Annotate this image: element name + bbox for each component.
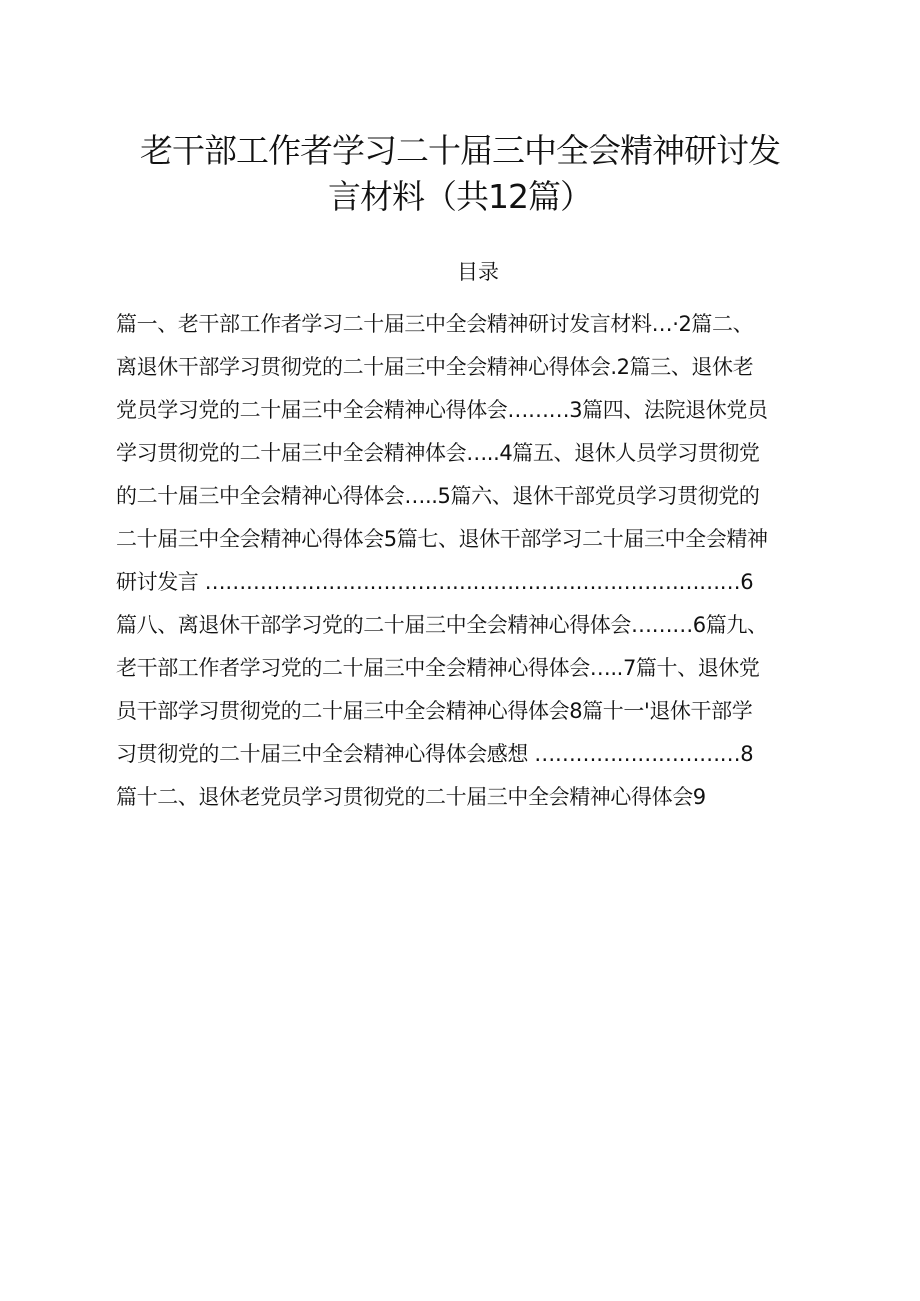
- toc-line: 篇八、离退休干部学习党的二十届三中全会精神心得体会………6篇九、: [116, 613, 768, 637]
- toc-line: 党员学习党的二十届三中全会精神心得体会………3篇四、法院退休党员: [116, 398, 768, 422]
- document-title-line-1: 老干部工作者学习二十届三中全会精神研讨发: [140, 131, 780, 170]
- toc-line: 篇十二、退休老党员学习贯彻党的二十届三中全会精神心得体会9: [116, 785, 706, 809]
- toc-line: 二十届三中全会精神心得体会5篇七、退休干部学习二十届三中全会精神: [116, 527, 768, 551]
- toc-line: 习贯彻党的二十届三中全会精神心得体会感想 …………………………8: [116, 742, 754, 766]
- toc-line: 员干部学习贯彻党的二十届三中全会精神心得体会8篇十一'退休干部学: [116, 699, 753, 723]
- toc-line: 研讨发言 ……………………………………………………………………6: [116, 570, 754, 594]
- toc-line: 老干部工作者学习党的二十届三中全会精神心得体会…..7篇十、退休党: [116, 656, 760, 680]
- document-title-line-2: 言材料（共12篇）: [328, 177, 592, 216]
- toc-heading: 目录: [457, 260, 499, 284]
- toc-line: 篇一、老干部工作者学习二十届三中全会精神研讨发言材料…·2篇二、: [116, 312, 754, 336]
- toc-line: 的二十届三中全会精神心得体会…..5篇六、退休干部党员学习贯彻党的: [116, 484, 760, 508]
- toc-line: 学习贯彻党的二十届三中全会精神体会…..4篇五、退休人员学习贯彻党: [116, 441, 760, 465]
- toc-line: 离退休干部学习贯彻党的二十届三中全会精神心得体会.2篇三、退休老: [116, 355, 754, 379]
- document-title: [100, 128, 820, 220]
